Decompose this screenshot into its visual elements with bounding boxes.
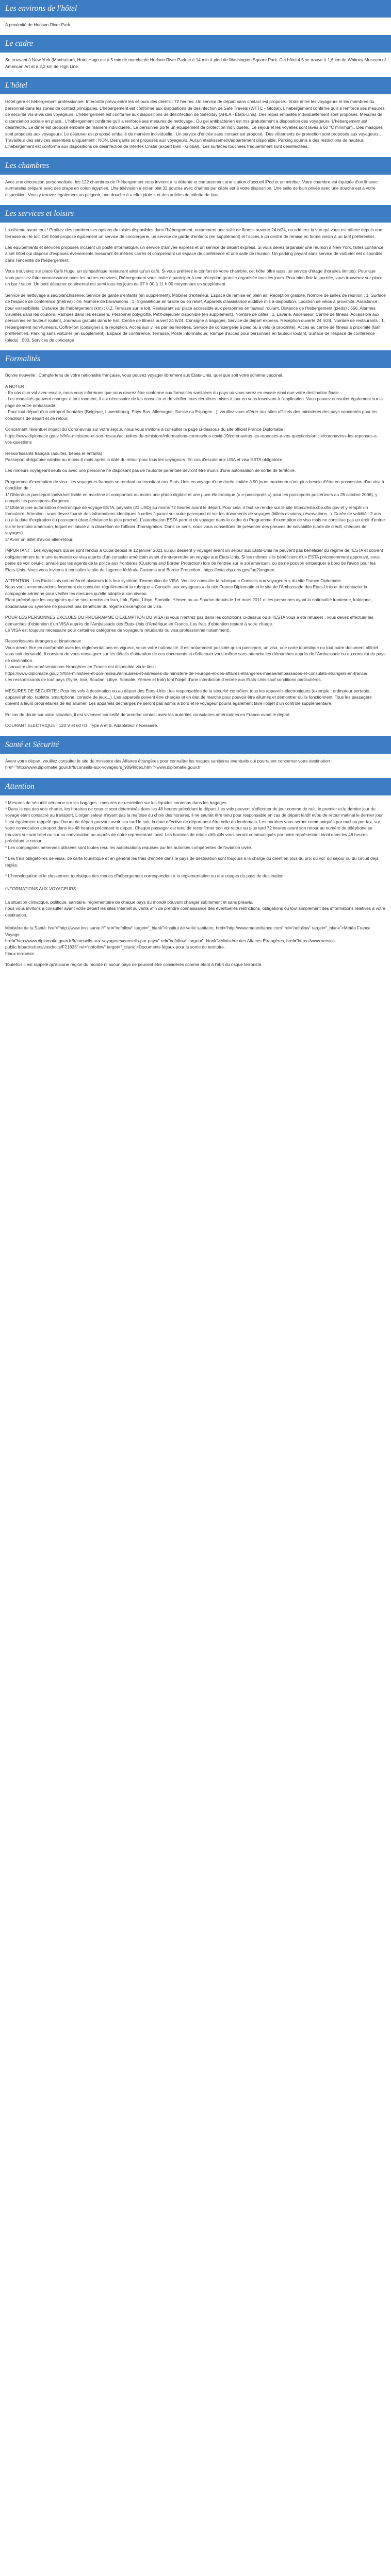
section-body-environs bbox=[0, 18, 391, 28]
paragraph: Les mineurs voyageant seuls ou avec une personne ne disposant pas de l'autorité parentale devront être munis d'une autorisation de sortie de territoire. bbox=[5, 468, 296, 473]
paragraph: Programme d'exemption de visa : les voyageurs français se rendant ou transitant aux Etats-Unis en voyage d'une durée limitée à 90 jours maximum n'ont plus besoin d'être en possession d'un visa à condition de : 1/ Obtenir un passeport individuel lisible en machine et comportant au moins une photo digitale et une puce électronique (« e-passeports ») pour les passeports postérieurs au 26 octobre 2006), y compris les passeports d'urgence. 2/ Obtenir une autorisation électronique de voyage ESTA, payante (21 USD) au moins 72 heures avant le départ. Pour cela, il faut se rendre sur le site https://esta.cbp.dhs.gov et y remplir un formulaire. Attention : vous devez fournir des informations identiques à celles figurant sur votre passeport et sur les documents de voyages (billets d'avions, réservations...). Durée de validité : 2 ans ou à la date d'expiration du passeport (date échéance la plus proche). L'autorisation ESTA permet de voyager dans le cadre du Programme d'exemption de visa mais ne constitue pas un droit d'entrer sur le territoire américain, lequel est laissé à la discrétion de l'officier d'immigration. Dans ce sens, nous vous conseillons de présenter des preuves de solvabilité (carte de crédit, chèques de voyages). 3/ Avoir un billet d'avion aller-retour. bbox=[5, 479, 385, 542]
paragraph: Bonne nouvelle : Compte tenu de votre nationalité française, vous pouvez voyager librement aux Etats-Unis, quel que soit votre schéma vaccinal. bbox=[5, 372, 284, 378]
paragraph: ATTENTION : Les Etats-Unis ont renforcé plusieurs fois leur système d'exemption de VISA. Veuillez consulter la rubrique « Conseils aux voyageurs » du site France Diplomatie. Nous vous recommandons fortement de consulter régulièrement la rubrique « Conseils aux voyageurs » du site France Diplomatie et le site de l'Ambassade des Etats-Unis et de contacter la compagnie aérienne pour vérifier les mesures qu'elle adopte à son niveau. Etant précisé que les voyageurs qui se sont rendus en Iran, Irak, Syrie, Libye, Somalie, Yémen ou au Soudan depuis le 1er mars 2011 et les personnes ayant la nationalité iranienne, irakienne, soudanaise ou syrienne ne peuvent pas bénéficier du régime d'exemption de visa. bbox=[5, 578, 372, 609]
paragraph: * Mesures de sécurité aérienne sur les bagages : mesures de restriction sur les liquides contenus dans les bagages * Dans le cas des vols charter, les horaires de ceux-ci sont déterminés dans les 48 heures précédant le départ. Les vols peuvent s'effectuer de jour comme de nuit, le premier et le dernier jour du voyage étant consacré au transport. L'organisateur n'ayant pas la maîtrise du choix des horaires, il ne saurait être tenu pour responsable en cas de départ tardif et/ou de retour matinal le dernier jour. Il est également rappelé que l'heure de départ pouvant avoir lieu tard le soir, la date effective de départ peut être celle du lendemain. Les horaires vous seront communiqués par mail ou par fax, sur votre convocation aéroport dans les 48 heures précédant le départ. Chaque passager est tenu de reconfirmer son vol retour au plus tard 72 heures avant son retour au numéro de téléphone se trouvant sur son billet ou sur sa convocation ou auprès de notre représentant local. Les horaires de retour définitifs vous seront communiqués par notre représentant local dans les 48 heures précédant le retour. * Les compagnies aériennes utilisées sont toutes reçu les autorisations requises par les autorités compétentes de l'aviation civile. bbox=[5, 800, 384, 850]
section-title-formalites: Formalités bbox=[0, 350, 391, 368]
paragraph: * Les frais obligatoires de visas, de carte touristique et en général les frais d'entrée dans le pays de destination sont toujours à la charge du client en plus du prix du vol, du séjour ou du circuit déjà réglés. bbox=[5, 856, 379, 868]
section-attention bbox=[0, 778, 391, 968]
page bbox=[0, 0, 391, 968]
section-title-attention: Attention bbox=[0, 778, 391, 795]
paragraph: Toutefois il est rappelé qu'aucune région du monde ni aucun pays ne peuvent être considérés comme étant à l'abri du risque terroriste. bbox=[5, 962, 263, 968]
paragraph: MESURES DE SECURITE : Pour les vols à destination ou au départ des Etats-Unis : les responsables de la sécurité contrôlent tous les appareils électroniques (exemple : ordinateur portable, appareil photo, tablette, smartphone, console de jeux...). Les appareils doivent être chargés et en état de marche pour pouvoir être allumés et démontrer qu'ils fonctionnent. Tous les passagers doivent à leurs propriétaires de les allumer. Les appareils déchargés ne seront pas admis à bord et le voyageur pourra également faire l'objet d'un contrôle supplémentaire. bbox=[5, 688, 372, 706]
paragraph: A NOTER : - En cas d'un vol avec escale, nous vous informons que vous devrez être conforme aux formalités sanitaires du pays où vous serez en escale ainsi que votre destination finale. - Les modalités peuvent changer à tout moment, il est nécessaire de les consulter et de vérifier leurs dernières mises à jour en vous inscrivant à l'application. Vous pouvez consulter également sur la page de votre ambassade. - Pour tout départ d'un aéroport frontalier (Belgique, Luxembourg, Pays-Bas, Allemagne, Suisse ou Espagne...), veuillez vous référer aux sites officiels des ministères des pays concernés pour les conditions de départ et de retour. bbox=[5, 383, 383, 421]
section-title-cadre: Le cadre bbox=[0, 35, 391, 53]
paragraph: Les équipements et services proposés incluent un poste informatique, un service d'arrivée express et un service de départ express. Si vous devez organiser une réunion à New York, faites confiance à cet hôtel qui dispose d'espaces événements mesurant 46 mètres carrés et comprenant un espace de conférence et une salle de réunion. Un parking payant sans service de voiturier est disponible dans l'enceinte de l'hébergement. bbox=[5, 245, 383, 263]
section-services bbox=[0, 205, 391, 343]
section-cadre bbox=[0, 35, 391, 70]
section-body-formalites bbox=[0, 368, 391, 729]
paragraph: Concernant l'éventuel impact du Coronavirus sur votre séjour, nous vous invitons à consulter la page ci-dessous du site officiel France Diplomatie : https://www.diplomatie.gouv.fr/fr/le-ministere-et-son-reseau/actualites-du-ministere/informations-coronavirus-covid-19/coronavirus-les-reponses-a-vos-questions/article/coronavirus-les-reponses-a-vos-questions bbox=[5, 427, 378, 445]
section-body-hotel bbox=[0, 94, 391, 150]
section-hotel bbox=[0, 77, 391, 150]
section-chambres bbox=[0, 157, 391, 198]
paragraph: * L'homologation et le classement touristique des modes d'hébergement correspondent à la réglementation ou aux usages du pays de destination. bbox=[5, 873, 285, 878]
section-body-chambres bbox=[0, 175, 391, 198]
section-title-sante: Santé et Sécurité bbox=[0, 736, 391, 754]
section-title-environs: Les environs de l'hôtel bbox=[0, 0, 391, 18]
paragraph: Hôtel géré et hébergement professionnel. Internotte prévu entre les séjours des clients : 72 heures. Un service de départ sans contact est proposé.. Votre entre les voyageurs et les membres du personnel dans les zones de contact principales. L'hébergement est conforme aux dispositions de désinfection de Safe Travels (WTTC - Global), L'hébergement confirme qu'il a renforcé ses mesures de sécurité Vis-à-vis des voyageurs, L'hébergement est conforme aux dispositions de désinfection de SafeStay (AHLA - États-Unis). Des repas emballés individuellement sont proposés. Mesures de distanciation sociale en place.. L'hébergement confirme qu'il a renforcé ses mesures de nettoyage.. Du gel antibactérien est mis gratuitement à disposition des voyageurs. L'hébergement est désinfecté.. Le dîner est proposé emballé de manière individuelle.. Le personnel porte un équipement de protection individuelle.. Le séjour et les voyelles sont lavés à 60 °C minimum.. Des masques sont proposés aux voyageurs. Le déjeuner est proposé emballé de manière individuelle.. Un service d'entrée sans contact est proposé.. Des vêtements de protection sont proposés aux voyageurs.. Travailleur des services essentiels uniquement : NON. Des gants sont proposés aux voyageurs. Aucun établissement/appartement disponible. Parking soumis à des restrictions de hauteur. L'hébergement est conforme aux dispositions de désinfection de Intertek Cristal (expert bien - Global)., Les surfaces touchées fréquemment sont désinfectées. bbox=[5, 99, 385, 149]
section-title-hotel: L'hôtel bbox=[0, 77, 391, 94]
paragraph: Service de nettoyage à sec/blanchisserie, Service de garde d'enfants (en supplément), Mobilier d'extérieur, Espace de remise en plein air, Réception gratuite, Nombre de salles de réunion : 1, Surface de l'espace de conférence (mètres) : 46, Nombre de bars/salons : 1, Signalétique en braille ou en relief, Appareils d'assistance auditive mis à disposition, Location de vélos à proximité, Assistance pour visites/billets, Distance de l'hébergement (km) : 0,2, Terrasse sur le toit, Restaurant sur place accessible aux personnes en fauteuil roulant, Distance de l'hébergement (pieds) : 656, Alarmes visuelles dans les couloirs, Rampes dans les escaliers, Personnel polyglotte, Petit-déjeuner disponible (en supplément), Nombre de cafés : 1, Lavarie, Ascenseur, Centre de fitness, Accessible aux personnes en fauteuil roulant, Journaux gratuits dans le hall, Centre de fitness ouvert 24 h/24, Consigne à bagages, Service de départ express, Réception ouverte 24 h/24, Nombre de restaurants : 1, Hébergement non-fumeurs, Coffre-fort (consigne) à la réception, Accès aux villes par les fenêtres, Service de conciergerie à pied ou à vélo (à proximité), Accès au centre de fitness à proximité (tarif préférentiel), Parking sans voiturier (en supplément), Espace de conférence, Terrasse, Poste informatique, Rampe d'accès pour personnes en fauteuil roulant, Surface de l'espace de conférence (pieds) : 500, Services de concierge bbox=[5, 292, 386, 343]
section-body-services bbox=[0, 223, 391, 343]
section-title-services: Les services et loisirs bbox=[0, 205, 391, 223]
paragraph: Ressortissants français (adultes, bébés et enfants) : Passeport obligatoire valable au moins 6 mois après la date du retour pour tous les voyageurs. En cas d'escale aux USA et visa ESTA obligatoire. bbox=[5, 450, 284, 462]
section-title-chambres: Les chambres bbox=[0, 157, 391, 175]
paragraph: La détente avant tout ! Profitez des nombreuses options de loisirs disponibles dans l'hébergement, notamment une salle de fitness ouverte 24 h/24, ou admirez la vue qui vous est offerte depuis une terrasse sur le toit. Cet hôtel propose également un service de conciergerie, un service de garde d'enfants (en supplément) et l'accès à un centre de remise en forme voisin à un tarif préférentiel. bbox=[5, 227, 382, 239]
section-environs bbox=[0, 0, 391, 28]
paragraph: POUR LES PERSONNES EXCLUES DU PROGRAMME D'EXEMPTION DU VISA (si vous n'entrez pas dans les conditions ci-dessus ou si l'ESTA vous a été refusée) : vous devez effectuer les démarches d'obtention d'un VISA auprès de l'Ambassade des Etats-Unis d'Amérique en France. Les frais d'obtention restent à votre charge. Le VISA est toujours nécessaire pour certaines catégories de voyageurs (étudiants ou visa professionnel notamment). bbox=[5, 615, 373, 633]
section-formalites bbox=[0, 350, 391, 729]
paragraph: Avant votre départ, veuillez consulter le site du ministère des Affaires étrangères pour connaître les risques sanitaires éventuels qui pourraient concerner votre destination : href="http://www.diplomatie.gouv.fr/fr/conseils-aux-voyageurs_909/index.html">www.diplomatie.gouv.fr bbox=[5, 758, 333, 770]
section-body-attention bbox=[0, 795, 391, 968]
paragraph: INFORMATIONS AUX VOYAGEURS : bbox=[5, 886, 79, 892]
paragraph: En cas de doute sur votre situation, il est vivement conseillé de prendre contact avec les autorités consulaires américaines en France avant le départ. bbox=[5, 711, 291, 717]
paragraph: Ressortissants étrangers et binationaux : Vous devez être en conformité avec les réglementations en vigueur, selon votre nationalité. Il est notamment possible qu'un passeport, un visa, une carte touristique ou tout autre document officiel vous soit demandé. Il convient de vous renseigner sur les détails d'obtention de ces documents et d'effectuer vous-même sans attendre les démarches auprès de l'Ambassade ou du consulat du pays de destination. L'annuaire des représentations étrangères en France est disponible via le lien : https://www.diplomatie.gouv.fr/fr/le-ministere-et-son-reseau/annuaires-et-adresses-du-ministere-de-l-europe-et-des-affaires-etrangeres-maeae/ambassades-et-consulats-etrangers-en-france/ Les ressortissants de tout pays (Syrie, Iran, Soudan, Libye, Somalie, Yémen et Irak) font l'objet d'une interdiction d'entrée aux Etats-Unis sauf conditions particulières. bbox=[5, 638, 386, 683]
section-body-sante bbox=[0, 754, 391, 771]
paragraph: Ministère de la Santé: href="http://www.invs.sante.fr" rel="nofollow" target="_blank">Institut de veille sanitaire, href="http://www.meteofrance.com" rel="nofollow" target="_blank">Météo France Voyage href="http://www.diplomatie.gouv.fr/fr/conseils-aux-voyageurs/conseils-par-pays/" rel="nofollow" target="_blank">Ministère des Affaires Étrangères, href="https://www.service-public.fr/particuliers/vosdroits/F21823" rel="nofollow" target="_blank">Documents légaux pour la sortie du territoire. friaux terroriste. bbox=[5, 925, 371, 956]
paragraph: Avec une décoration personnalisée, les 122 chambres de l'hébergement vous invitent à la détente et comprennent une station d'accueil iPod et un minibar. Votre chambre est équipée d'un lit avec surmatelas préparé avec des draps en coton égyptien. Une télévision à écran plat 32 pouces avec chaînes par câble est à votre disposition. Une salle de bain privée avec une douche est à votre disposition. Vous y trouvez également un peignoir, une douche à « effet pluie » et des articles de toilette de luxe. bbox=[5, 179, 378, 197]
paragraph: La situation climatique, politique, sanitaire, réglementaire de chaque pays du monde pouvant changer subitement et sans préavis, nous vous invitons à consulter avant votre départ les sites Internet suivants afin de prendre connaissance des éventuelles restrictions, obligations ou tout simplement des informations relatives à votre destination. bbox=[5, 899, 385, 918]
paragraph: IMPORTANT : Les voyageurs qui se sont rendus à Cuba depuis le 12 janvier 2021 ou qui désirent y voyager avant un séjour aux Etats-Unis ne peuvent pas bénéficier du régime de l'ESTA et doivent obligatoirement faire une demande de visa auprès d'un consulat américain avant d'entreprendre un voyage aux Etats-Unis. Si les mêmes s'ils bénéficient d'un ESTA précédemment approuvé, sous peine de voir celui-ci annulé par les agents de la police aux frontières (Customs and Border Protection) lors de l'entrée sur le sol américain, ou de ne pouvoir embarquer à bord de l'avion pour les Etats-Unis. Nous vous invitons à consulter le site de l'agence fédérale Customs and Border Protection : https://esta.cbp.dhs.gov/faq?lang=en. bbox=[5, 548, 383, 572]
paragraph: COURANT ELECTRIQUE : 120 V et 60 Hz. Type A et B. Adaptateur nécessaire. bbox=[5, 723, 158, 728]
section-sante bbox=[0, 736, 391, 771]
paragraph: Se trouvant à New York (Manhattan), Hotel Hugo est à 5 min de marche de Hudson River Park et à 14 min à pied de Washington Square Park. Cet hôtel 4.5 se trouve à 1,6 km de Whitney Museum of American Art et à 2,2 km de High Line. bbox=[5, 57, 386, 69]
paragraph: Vous trouverez sur place Café Hugo, un sympathique restaurant ainsi qu'un café. Si vous préférez le confort de votre chambre, cet hôtel offre aussi un service d'étage (horaires limités). Pour que vous puissiez faire connaissance avec les autres convives, l'hébergement vous invite à participer à une réception gratuite organisée tous les jours. Pour bien finir la journée, vous trouverez sur place un bar / salon. Un petit déjeuner continental est servi tous les jours de 07 h 00 à 11 h 00 moyennant un supplément. bbox=[5, 268, 383, 287]
paragraph: A proximité de Hudson River Park bbox=[5, 22, 70, 27]
section-body-cadre bbox=[0, 53, 391, 70]
